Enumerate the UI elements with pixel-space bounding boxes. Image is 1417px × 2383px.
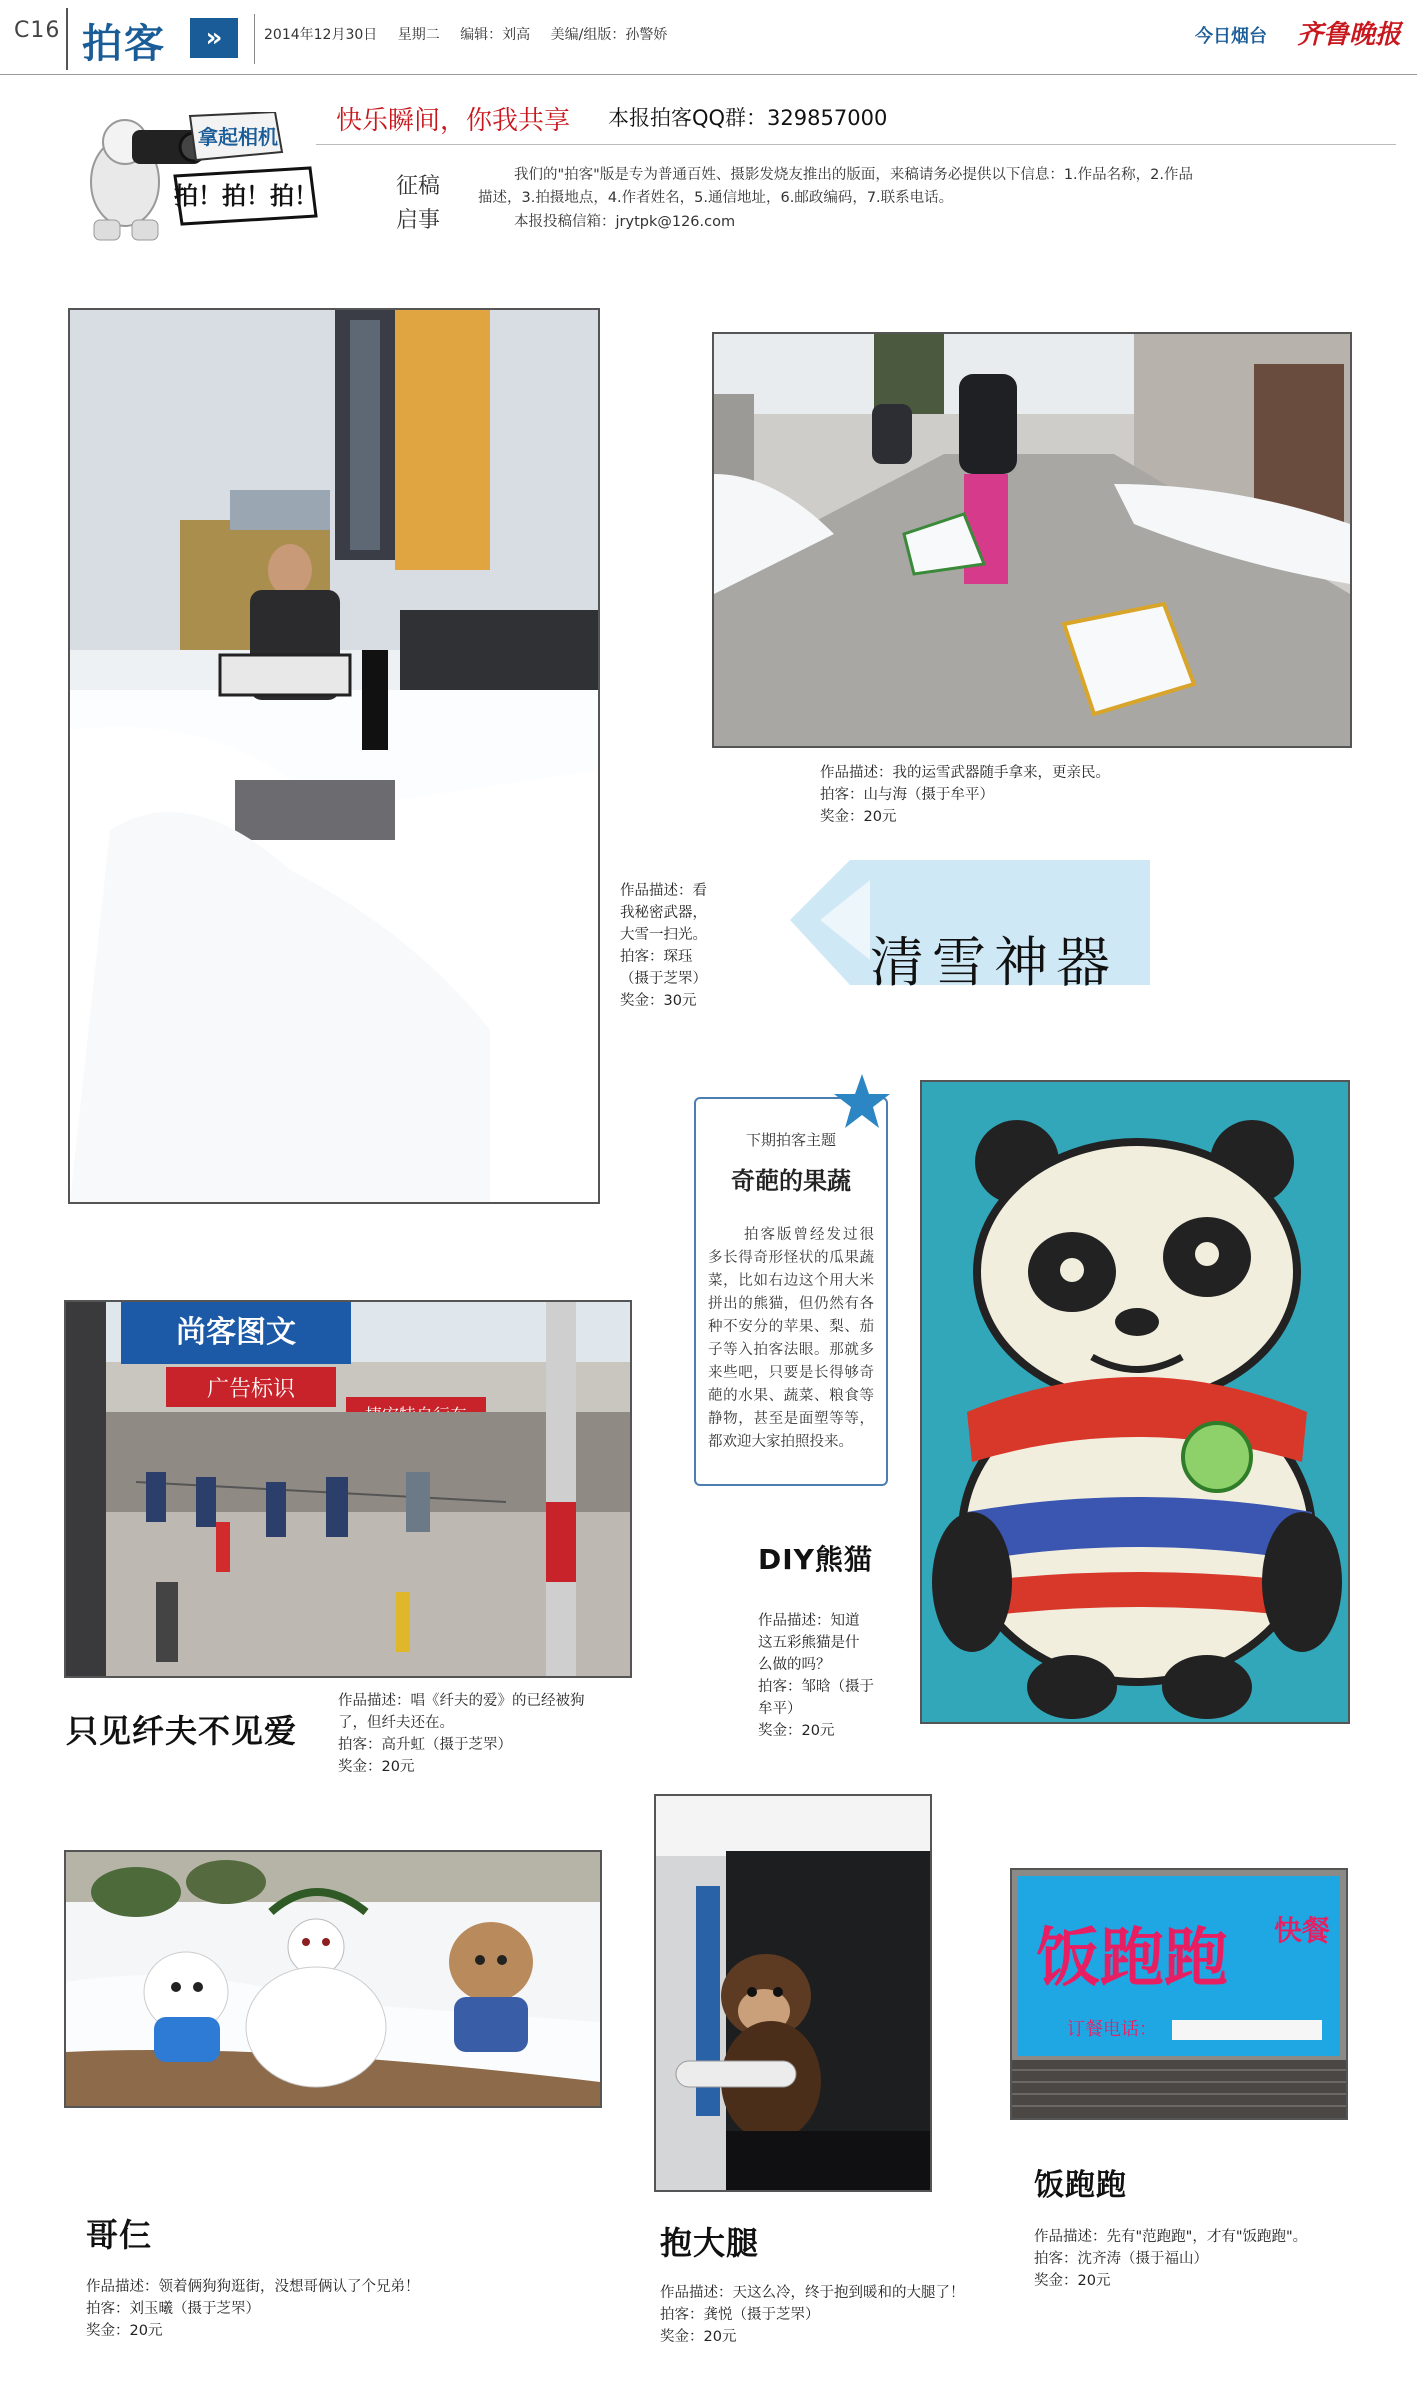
banner-slogan: 快乐瞬间，你我共享 (336, 106, 571, 136)
camera-badge (70, 112, 320, 247)
issue-date: 2014年12月30日 (264, 27, 378, 43)
caption-line: 作品描述：我的运雪武器随手拿来，更亲民。 (820, 765, 1110, 781)
notice-email: 本报投稿信箱：jrytpk@126.com (514, 214, 736, 230)
photo-panda (920, 1080, 1350, 1724)
caption-line: 大雪一扫光。 (620, 927, 707, 943)
section-title: 拍客 (82, 21, 166, 67)
photo-sled (712, 332, 1352, 748)
title-puppy: 抱大腿 (660, 2224, 760, 2262)
shop-sign-2: 广告标识 (206, 1377, 296, 1402)
caption-line: 奖金：30元 (620, 993, 697, 1009)
caption-line: 奖金：20元 (820, 809, 897, 825)
caption-sled (820, 762, 1280, 828)
caption-line: 作品描述：天这么冷，终于抱到暖和的大腿了！ (660, 2285, 965, 2301)
caption-line: （摄于芝罘） (620, 971, 707, 987)
caption-line: 作品描述：先有"范跑跑"，才有"饭跑跑"。 (1034, 2229, 1308, 2245)
caption-line: 么做的吗？ (758, 1657, 831, 1673)
caption-line: 作品描述：领着俩狗狗逛街，没想哥俩认了个兄弟！ (86, 2279, 420, 2295)
badge-line2: 拍！拍！拍！ (174, 182, 318, 210)
caption-line: 拍客：琛珏 (620, 949, 693, 965)
editor-credit: 编辑：刘高 (460, 27, 531, 43)
caption-line: 奖金：20元 (758, 1723, 835, 1739)
header-meta (264, 24, 683, 44)
next-topic-body: 拍客版曾经发过很多长得奇形怪状的瓜果蔬菜，比如右边这个用大米拼出的熊猫，但仍然有各种不安分的苹果、梨、茄子等入拍客法眼。那就多来些吧，只要是长得够奇葩的水果、蔬菜、粮食等静物，甚至是面塑等等，都欢迎大家拍照投来。 (708, 1227, 874, 1450)
caption-line: 拍客：刘玉曦（摄于芝罘） (86, 2301, 260, 2317)
caption-tug (338, 1690, 638, 1778)
photo-tug (64, 1300, 632, 1678)
caption-line: 拍客：邹晗（摄于 (758, 1679, 874, 1695)
caption-line: 了，但纤夫还在。 (338, 1715, 454, 1731)
title-tug: 只见纤夫不见爱 (66, 1712, 298, 1750)
caption-line: 拍客：沈齐涛（摄于福山） (1034, 2251, 1208, 2267)
banner-rule (316, 144, 1396, 145)
caption-dogs (86, 2276, 606, 2342)
caption-line: 奖金：20元 (1034, 2273, 1111, 2289)
caption-puppy (660, 2282, 1080, 2348)
feature-title: 清雪神器 (870, 931, 1118, 994)
caption-line: 奖金：20元 (338, 1759, 415, 1775)
photo-sign (1010, 1868, 1348, 2120)
qq-group: 本报拍客QQ群：329857000 (608, 106, 888, 130)
caption-line: 这五彩熊猫是什 (758, 1635, 860, 1651)
caption-line: 拍客：高升虹（摄于芝罘） (338, 1737, 512, 1753)
header-divider-2 (254, 14, 255, 64)
next-topic-box (694, 1097, 888, 1486)
issue-weekday: 星期二 (397, 27, 440, 43)
sign-phone-text: 订餐电话： (1067, 2019, 1157, 2040)
photo-puppy (654, 1794, 932, 2192)
star-icon (832, 1072, 892, 1132)
notice-body: 我们的"拍客"版是专为普通百姓、摄影发烧友推出的版面，来稿请务必提供以下信息：1.作品名称，2.作品描述，3.拍摄地点，4.作者姓名，5.通信地址，6.邮政编码，7.联系电话。 (478, 167, 1194, 206)
page-number: C16 (14, 18, 61, 43)
caption-line: 拍客：山与海（摄于牟平） (820, 787, 994, 803)
title-dogs: 哥仨 (86, 2216, 153, 2254)
caption-snowblower (620, 880, 726, 1012)
shop-sign-1: 尚客图文 (176, 1315, 296, 1350)
caption-panda (758, 1610, 878, 1742)
caption-line: 牟平） (758, 1701, 802, 1717)
sign-main-text: 饭跑跑 (1036, 1922, 1228, 1996)
next-topic-head: 下期拍客主题 (745, 1131, 836, 1149)
title-sign: 饭跑跑 (1034, 2168, 1127, 2203)
edition-name: 今日烟台 (1195, 26, 1267, 47)
caption-line: 奖金：20元 (660, 2329, 737, 2345)
title-panda: DIY熊猫 (758, 1543, 873, 1576)
header-divider (66, 8, 68, 70)
caption-line: 作品描述：看 (620, 883, 707, 899)
header-rule (0, 74, 1417, 75)
notice-title: 征稿启事 (396, 174, 441, 233)
next-topic-name: 奇葩的果蔬 (731, 1167, 851, 1195)
caption-line: 奖金：20元 (86, 2323, 163, 2339)
caption-line: 拍客：龚悦（摄于芝罘） (660, 2307, 820, 2323)
caption-line: 我秘密武器， (620, 905, 707, 921)
photo-snowblower (68, 308, 600, 1204)
badge-line1: 拿起相机 (198, 125, 278, 149)
designer-credit: 美编/组版：孙警娇 (550, 27, 668, 43)
newspaper-logo: 齐鲁晚报 (1296, 20, 1401, 50)
photo-dogs (64, 1850, 602, 2108)
caption-sign (1034, 2226, 1374, 2292)
sign-side-text: 快餐 (1273, 1914, 1331, 1947)
section-arrow-icon: » (190, 18, 238, 58)
caption-line: 作品描述：唱《纤夫的爱》的已经被狗 (338, 1693, 585, 1709)
caption-line: 作品描述：知道 (758, 1613, 860, 1629)
